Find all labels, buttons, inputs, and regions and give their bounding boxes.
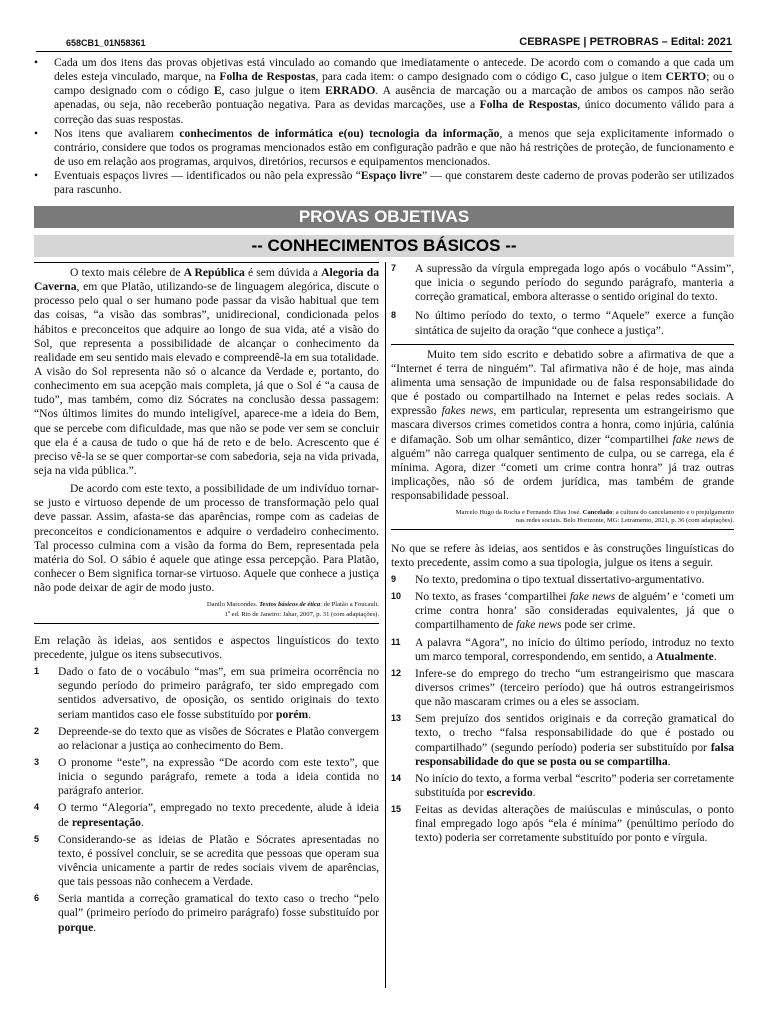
question-number: 13 bbox=[391, 713, 402, 724]
text-run: Feitas as devidas alterações de maiúsculas e minúsculas, o ponto final empregado logo após “ela é mínima” (penúltimo período do texto) poderia ser corretamente substituído por ponto e vírgula. bbox=[415, 803, 734, 845]
text-run: O termo “Alegoria”, empregado no texto precedente, alude à ideia de bbox=[58, 801, 379, 829]
bold-text: C bbox=[560, 70, 569, 84]
text-run: , único documento válido para a correção das suas respostas. bbox=[54, 98, 734, 126]
text-run: : de Platão a Foucault. bbox=[320, 601, 379, 609]
text-run: nas redes sociais. Belo Horizonte, MG: Letramento, 2021, p. 36 (com adaptações). bbox=[515, 517, 734, 525]
text-run: pode ser crime. bbox=[561, 618, 636, 632]
question-intro: Em relação às ideias, aos sentidos e aspectos linguísticos do texto precedente, julgue os itens subsecutivos. bbox=[34, 633, 379, 662]
question-item bbox=[391, 309, 734, 337]
text-source bbox=[391, 509, 734, 525]
question-text bbox=[415, 803, 734, 844]
question-text bbox=[415, 573, 705, 586]
text-run: , em particular, representa um estrangeirismo que mascara diversos crimes cometidos contra a honra, como injúria, calúnia e difamação. Sob um olhar semântico, dizer “compartilhei bbox=[391, 404, 734, 446]
instruction-text bbox=[54, 169, 734, 196]
question-number: 12 bbox=[391, 667, 402, 678]
instructions-list bbox=[34, 56, 734, 197]
text-run: Infere-se do emprego do trecho “um estrangeirismo que mascara diversos crimes” (terceiro período) que há outros estrangeirismos que não mascaram crimes ou a eles se associam. bbox=[415, 666, 734, 709]
text-run: Marcelo Hugo da Rocha e Fernando Elias José. bbox=[455, 509, 583, 517]
document-code: 658CB1_01N58361 bbox=[66, 38, 146, 48]
question-number: 7 bbox=[391, 263, 397, 273]
bullet: • bbox=[34, 56, 39, 69]
text-run: : a cultura do cancelamento e o prejulgamento bbox=[612, 509, 734, 517]
text-run: . bbox=[667, 754, 671, 768]
text-run: A palavra “Agora”, no início do último período, introduz no texto um marco temporal, correspondendo, em sentido, a bbox=[415, 635, 734, 663]
bold-text: escrevido bbox=[486, 785, 533, 799]
text-run: de alguém” não carrega qualquer sentimento de culpa, ou se carrega, ela é mínima. Agora, dizer “cometi um crime contra honra” já traz outras implicações, não só de ordem jurídica, mas também de grande responsabilidade pessoal. bbox=[391, 432, 735, 503]
question-text bbox=[58, 892, 379, 933]
question-text bbox=[415, 309, 734, 336]
source-line bbox=[34, 609, 379, 619]
question-text bbox=[58, 725, 379, 752]
left-column bbox=[34, 262, 379, 935]
bold-text: porque bbox=[58, 920, 94, 934]
bold-text: representação bbox=[71, 815, 141, 829]
question-text bbox=[415, 667, 734, 708]
bold-text: Folha de Respostas bbox=[479, 98, 578, 112]
question-number: 9 bbox=[391, 574, 397, 584]
page-header bbox=[36, 36, 732, 52]
italic-text: fakes news bbox=[441, 404, 494, 418]
question-text bbox=[58, 756, 379, 797]
text-run: a bbox=[227, 609, 231, 615]
text-run: , para cada item: o campo designado com o código bbox=[315, 70, 561, 84]
question-number: 4 bbox=[34, 802, 40, 813]
question-item bbox=[391, 712, 734, 769]
bold-text: E bbox=[213, 84, 222, 98]
bold-text: A República bbox=[183, 266, 245, 279]
instruction-text bbox=[54, 127, 734, 168]
text-run: 1 bbox=[224, 611, 228, 619]
text-run: No texto, as frases ‘compartilhei bbox=[415, 590, 570, 604]
question-number: 6 bbox=[34, 893, 40, 904]
right-column bbox=[391, 262, 734, 846]
question-item bbox=[34, 756, 379, 798]
reading-text-plato bbox=[34, 262, 379, 624]
italic-text: fake news bbox=[516, 618, 562, 632]
text-source bbox=[34, 601, 379, 620]
bold-text: porém bbox=[276, 707, 309, 721]
source-line bbox=[34, 601, 379, 609]
text-run: Eventuais espaços livres — identificados ou não pela expressão “ bbox=[54, 169, 361, 183]
section-banner-basic-knowledge: -- CONHECIMENTOS BÁSICOS -- bbox=[34, 235, 734, 257]
question-item bbox=[391, 573, 734, 587]
bold-text: Espaço livre bbox=[360, 169, 422, 183]
question-text bbox=[415, 590, 734, 631]
text-run: . bbox=[308, 707, 312, 721]
question-item bbox=[391, 590, 734, 632]
question-number: 11 bbox=[391, 636, 401, 647]
bold-text: Textos básicos de ética bbox=[259, 601, 321, 609]
text-run: ” — que constarem deste caderno de provas poderão ser utilizados para rascunho. bbox=[54, 169, 735, 197]
text-run: O texto mais célebre de bbox=[70, 266, 184, 279]
column-divider bbox=[385, 262, 386, 988]
italic-text: fake news bbox=[672, 432, 720, 446]
question-number: 1 bbox=[34, 666, 40, 677]
text-run: Muito tem sido escrito e debatido sobre a afirmativa de que a “Internet é terra de ninguém”. Tal afirmativa não é de hoje, mas ainda alimenta uma sensação de impunidade ou de falsa responsabilidade do que é postado ou compartilhado na Internet e pelas redes sociais. A expressão bbox=[391, 347, 734, 418]
question-list bbox=[391, 262, 734, 338]
question-text bbox=[415, 262, 734, 303]
text-run: de alguém’ e ‘cometi um crime contra honra’ são consideradas equivalentes, já que o compartilhamento de bbox=[415, 590, 734, 632]
question-text bbox=[58, 801, 379, 828]
question-item bbox=[391, 262, 734, 304]
question-text bbox=[58, 833, 379, 888]
question-number: 5 bbox=[34, 833, 40, 844]
text-run: . bbox=[140, 815, 144, 829]
bold-text: CERTO bbox=[665, 70, 707, 84]
text-run: , caso julgue o item bbox=[221, 84, 326, 98]
text-run: Depreende-se do texto que as visões de Sócrates e Platão convergem ao relacionar a justiça ao conhecimento do Bem. bbox=[58, 724, 379, 752]
source-line bbox=[391, 509, 734, 517]
bold-text: Atualmente bbox=[655, 649, 714, 663]
text-run: , em que Platão, utilizando-se de linguagem alegórica, discute o processo pelo qual o ser humano pode passar da visão habitual que tem das coisas, “a visão das sombras”, unidirecional, condicionada pelos hábitos e preconceitos que adquire ao longo de sua vida, até a visão do Sol, que representa a possibilidade de alcançar o conhecimento da realidade em seu sentido mais elevado e compreendê-la em sua totalidade. A visão do Sol representa não só o alcance da Verdade e, portanto, do conhecimento em sua acepção mais completa, já que o Sol é “a causa de tudo”, mas também, como diz Sócrates na conclusão dessa passagem: “Nos últimos limites do mundo inteligível, aparece-me a ideia do Bem, que se percebe com dificuldade, mas que não se pode ver sem se concluir que ela é a causa de tudo o que há de reto e de belo. Acrescento que é preciso vê-la se se quer comportar-se com sabedoria, seja na vida privada, seja na vida pública.”. bbox=[34, 280, 379, 477]
text-run: Danilo Marcondes. bbox=[206, 601, 260, 609]
text-paragraph bbox=[34, 266, 379, 478]
question-item bbox=[34, 892, 379, 934]
question-item bbox=[34, 665, 379, 722]
question-text bbox=[415, 712, 734, 767]
text-run: Nos itens que avaliarem bbox=[54, 126, 180, 140]
text-paragraph bbox=[391, 348, 734, 504]
text-run: No texto, predomina o tipo textual dissertativo-argumentativo. bbox=[415, 573, 705, 586]
question-number: 3 bbox=[34, 757, 40, 768]
text-run: Sem prejuízo dos sentidos originais e da correção gramatical do texto, o trecho “falsa responsabilidade do que é postado ou compartilhado” (segundo período) poderia ser substituído por bbox=[415, 712, 734, 754]
text-run: ; ou o campo designado com o código bbox=[54, 70, 734, 98]
instruction-item bbox=[34, 127, 734, 169]
reading-text-internet bbox=[391, 344, 734, 530]
question-text bbox=[58, 665, 379, 720]
text-run: Dado o fato de o vocábulo “mas”, em sua primeira ocorrência no segundo período do primeiro parágrafo, ter sido empregado com sentidos adversativo, de oposição, os sentido originais do texto seriam mantidos caso ele fosse substituído por bbox=[58, 665, 379, 721]
instruction-text bbox=[54, 56, 734, 126]
text-paragraph bbox=[34, 482, 379, 595]
text-run: . bbox=[93, 920, 97, 934]
text-run: No início do texto, a forma verbal “escrito” poderia ser corretamente substituída por bbox=[415, 771, 735, 799]
text-run: No último período do texto, o termo “Aquele” exerce a função sintática de sujeito da oração “que conhece a justiça”. bbox=[415, 309, 734, 337]
instruction-item bbox=[34, 56, 734, 127]
text-run: . bbox=[713, 649, 717, 663]
bold-text: falsa responsabilidade do que se posta ou se compartilha bbox=[415, 740, 734, 768]
text-run: é sem dúvida a bbox=[244, 266, 322, 279]
text-run: , a menos que seja explicitamente informado o contrário, considere que todos os programas mencionados estão em configuração padrão e que não há restrições de proteção, de funcionamento e de uso em relação aos programas, arquivos, diretórios, recursos e equipamentos mencionados. bbox=[54, 126, 734, 168]
text-run: De acordo com este texto, a possibilidade de um indivíduo tornar-se justo e virtuoso depende de um processo de transformação pelo qual deve passar. Assim, afasta-se das aparências, rompe com as cadeias de preconceitos e condicionamentos e adquire o verdadeiro conhecimento. Tal processo culmina com a visão da forma do Bem, representada pela matéria do Sol. O sábio é aquele que atinge essa percepção. Para Platão, conhecer o Bem significa tornar-se virtuoso. Aquele que conhece a justiça não pode deixar de agir de modo justo. bbox=[34, 482, 379, 595]
text-run: O pronome “este”, na expressão “De acordo com este texto”, que inicia o segundo parágrafo, remete a toda a ideia contida no parágrafo anterior. bbox=[58, 756, 379, 798]
question-list bbox=[391, 573, 734, 846]
question-number: 8 bbox=[391, 310, 397, 321]
bold-text: Folha de Respostas bbox=[219, 70, 316, 84]
bold-text: Cancelado bbox=[582, 509, 613, 517]
question-list bbox=[34, 665, 379, 935]
question-number: 14 bbox=[391, 772, 402, 783]
question-item bbox=[34, 833, 379, 890]
bullet: • bbox=[34, 169, 39, 183]
text-run: ed. Rio de Janeiro: Jahar, 2007, p. 31 (com adaptações). bbox=[230, 611, 379, 619]
text-run: , caso julgue o item bbox=[568, 70, 666, 84]
question-item bbox=[391, 803, 734, 845]
question-item bbox=[391, 772, 734, 800]
question-text bbox=[415, 636, 734, 663]
bold-text: conhecimentos de informática e(ou) tecnologia da informação bbox=[179, 126, 500, 140]
question-item bbox=[391, 667, 734, 709]
question-item bbox=[34, 725, 379, 753]
text-run: Seria mantida a correção gramatical do texto caso o trecho “pelo qual” (primeiro período do primeiro parágrafo) fosse substituído por bbox=[58, 892, 379, 920]
instruction-item bbox=[34, 169, 734, 197]
question-number: 2 bbox=[34, 725, 40, 736]
section-banner-objective-tests: PROVAS OBJETIVAS bbox=[34, 206, 734, 228]
question-intro: No que se refere às ideias, aos sentidos e às construções linguísticas do texto precedente, assim como a sua tipologia, julgue os itens a seguir. bbox=[391, 541, 734, 569]
bold-text: ERRADO bbox=[325, 84, 376, 98]
italic-text: fake news bbox=[569, 590, 616, 604]
source-line bbox=[391, 517, 734, 525]
text-run: . bbox=[532, 785, 536, 799]
text-run: Considerando-se as ideias de Platão e Sócrates apresentadas no texto, é possível concluir, se se acredita que pessoas que operam sua vivência unicamente a partir de redes sociais vivem de aparências, que tais pessoas não conhecem a Verdade. bbox=[58, 832, 379, 889]
text-run: A supressão da vírgula empregada logo após o vocábulo “Assim”, que inicia o segundo período do segundo parágrafo, manteria a correção gramatical, embora alterasse o sentido original do texto. bbox=[415, 262, 734, 304]
question-number: 10 bbox=[391, 591, 402, 602]
text-run: Cada um dos itens das provas objetivas está vinculado ao comando que imediatamente o antecede. De acordo com o comando a que cada um deles esteja vinculado, marque, na bbox=[54, 56, 734, 84]
text-run: . A ausência de marcação ou a marcação de ambos os campos não serão apenadas, ou seja, não receberão pontuação negativa. Para as devidas marcações, use a bbox=[54, 84, 734, 112]
bullet: • bbox=[34, 126, 39, 140]
question-item bbox=[391, 636, 734, 664]
question-item bbox=[34, 801, 379, 829]
question-number: 15 bbox=[391, 804, 402, 815]
question-text bbox=[415, 772, 734, 799]
exam-title: CEBRASPE | PETROBRAS – Edital: 2021 bbox=[519, 36, 732, 48]
bold-text: Alegoria da Caverna bbox=[34, 266, 379, 294]
